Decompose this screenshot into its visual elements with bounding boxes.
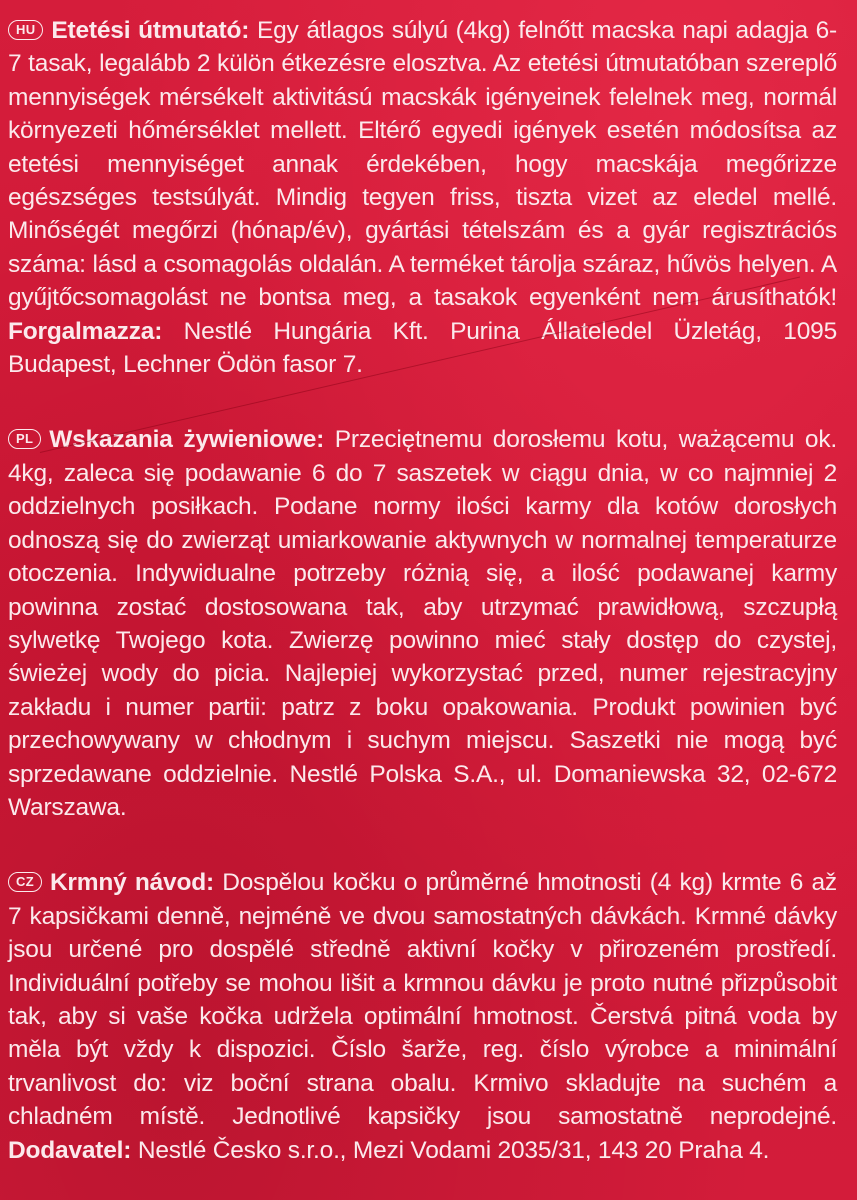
- heading-hu: Etetési útmutató:: [51, 17, 250, 44]
- heading-pl: Wskazania żywieniowe:: [49, 426, 325, 454]
- body-text-pl-1: Przeciętnemu dorosłemu kotu, ważącemu ok. 4kg, zaleca się podawanie 6 do 7 saszetek w ciągu dnia, w co najmniej 2 oddzielnych posiłkach. Podane normy ilości karmy dla kotów dorosłych odnoszą się do zwierząt umiarkowanie aktywnych w normalnej temperaturze otoczenia. Indywidualne potrzeby różnią się, a ilość podawanej karmy powinna zostać dostosowana tak, aby utrzymać prawidłową, szczupłą sylwetkę Twojego kota. Zwierzę powinno mieć stały dostęp do czystej, świeżej wody do picia. Najlepiej wykorzystać przed, numer rejestracyjny zakładu i numer partii: patrz z boku opakowania. Produkt powinien być przechowywany w chłodnym i suchym miejscu. Saszetki nie mogą być sprzedawane oddzielnie. Nestlé Polska S.A., ul. Domaniewska 32, 02-672 Warszawa.: [8, 426, 838, 821]
- language-badge-hu: HU: [8, 20, 43, 40]
- section-czech: [8, 866, 837, 1167]
- heading-cz: Krmný návod:: [49, 869, 214, 897]
- body-text-cz-1: Dospělou kočku o průměrné hmotnosti (4 kg) krmte 6 až 7 kapsičkami denně, nejméně ve dvou samostatných dávkách. Krmné dávky jsou určené pro dospělé středně aktivní kočky v přirozeném prostředí. Individuální potřeby se mohou lišit a krmnou dávku je proto nutné přizpůsobit tak, aby si vaše kočka udržela optimální hmotnost. Čerstvá pitná voda by měla být vždy k dispozici. Číslo šarže, reg. číslo výrobce a minimální trvanlivost do: viz boční strana obalu. Krmivo skladujte na suchém a chladném místě. Jednotlivé kapsičky jsou samostatně neprodejné.: [8, 869, 837, 1131]
- body-text-hu-2: Nestlé Hungária Kft. Purina Állateledel Üzletág, 1095 Budapest, Lechner Ödön fasor 7.: [8, 317, 837, 379]
- section-polish: [8, 423, 837, 824]
- section-hungarian: [8, 14, 837, 381]
- language-badge-pl: PL: [8, 429, 41, 449]
- body-text-hu-1: Egy átlagos súlyú (4kg) felnőtt macska napi adagja 6-7 tasak, legalább 2 külön étkezésre elosztva. Az etetési útmutatóban szereplő mennyiségek mérsékelt aktivitású macskák igényeinek felelnek meg, normál környezeti hőmérséklet mellett. Eltérő egyedi igények esetén módosítsa az etetési mennyiséget annak érdekében, hogy macskája megőrizze egészséges testsúlyát. Mindig tegyen friss, tiszta vizet az eledel mellé. Minőségét megőrzi (hónap/év), gyártási tételszám és a gyár regisztrációs száma: lásd a csomagolás oldalán. A terméket tárolja száraz, hűvös helyen. A gyűjtőcsomagolást ne bontsa meg, a tasakok egyenként nem árusíthatók!: [8, 17, 837, 312]
- language-badge-cz: CZ: [8, 872, 42, 892]
- supplier-label-cz: Dodavatel:: [8, 1136, 132, 1164]
- distributor-label-hu: Forgalmazza:: [8, 317, 163, 345]
- body-text-cz-2: Nestlé Česko s.r.o., Mezi Vodami 2035/31, 143 20 Praha 4.: [131, 1136, 770, 1164]
